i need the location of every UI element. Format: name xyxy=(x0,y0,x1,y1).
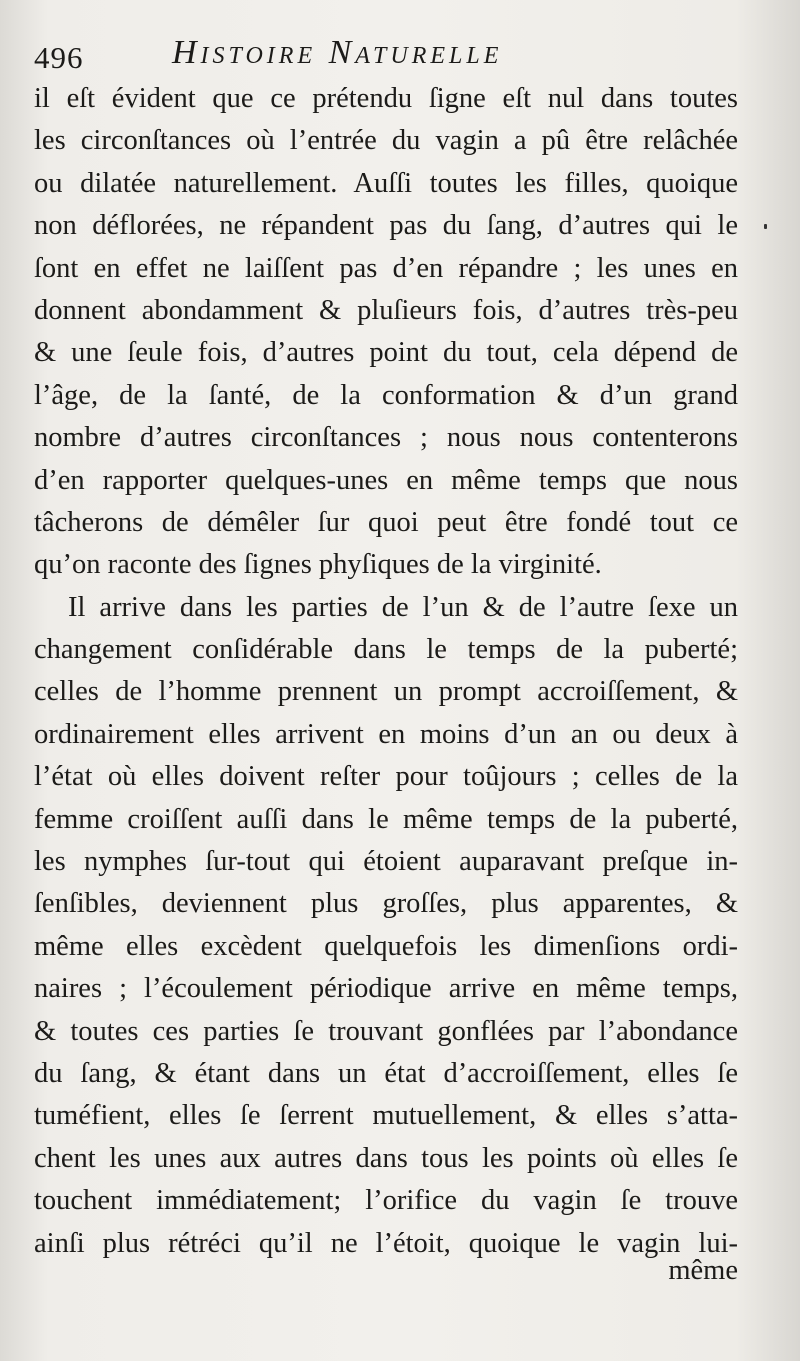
text-line: l’état où elles doivent reſter pour toûjours ; celles de la xyxy=(34,761,738,793)
text-line: ou dilatée naturellement. Auſſi toutes les filles, quoique xyxy=(34,167,738,199)
catchword: même xyxy=(668,1255,738,1286)
text-line: les circonſtances où l’entrée du vagin a pû être relâchée xyxy=(34,125,738,157)
running-title: Histoire Naturelle xyxy=(172,34,503,71)
text-line: du ſang, & étant dans un état d’accroiſſement, elles ſe xyxy=(34,1057,738,1089)
text-line: il eſt évident que ce prétendu ſigne eſt nul dans toutes xyxy=(34,83,738,114)
text-line: les nymphes ſur-tout qui étoient auparavant preſque in- xyxy=(34,846,738,878)
ink-speck xyxy=(764,224,767,229)
text-line: tuméfient, elles ſe ſerrent mutuellement, & elles s’atta- xyxy=(34,1100,738,1132)
page-header xyxy=(34,34,754,84)
text-line: changement conſidérable dans le temps de la puberté; xyxy=(34,634,738,666)
body-text xyxy=(34,78,738,1265)
text-line: ainſi plus rétréci qu’il ne l’étoit, quoique le vagin lui- xyxy=(34,1227,738,1259)
text-line: naires ; l’écoulement périodique arrive en même temps, xyxy=(34,973,738,1005)
text-line: celles de l’homme prennent un prompt accroiſſement, & xyxy=(34,676,738,708)
text-line: nombre d’autres circonſtances ; nous nous contenterons xyxy=(34,422,738,454)
text-line: tâcherons de démêler ſur quoi peut être fondé tout ce xyxy=(34,506,738,538)
text-line: ſont en effet ne laiſſent pas d’en répandre ; les unes en xyxy=(34,252,738,284)
text-line: l’âge, de la ſanté, de la conformation & d’un grand xyxy=(34,379,738,411)
text-line: & une ſeule fois, d’autres point du tout, cela dépend de xyxy=(34,337,738,369)
text-line: touchent immédiatement; l’orifice du vagin ſe trouve xyxy=(34,1185,738,1217)
text-line: donnent abondamment & pluſieurs fois, d’autres très-peu xyxy=(34,294,738,326)
text-line: femme croiſſent auſſi dans le même temps de la puberté, xyxy=(34,803,738,835)
text-line: qu’on raconte des ſignes phyſiques de la virginité. xyxy=(34,549,602,581)
text-line: non déflorées, ne répandent pas du ſang, d’autres qui le xyxy=(34,210,738,242)
text-line: ſenſibles, deviennent plus groſſes, plus apparentes, & xyxy=(34,888,738,920)
text-line: ordinairement elles arrivent en moins d’un an ou deux à xyxy=(34,718,738,750)
text-line: d’en rapporter quelques-unes en même temps que nous xyxy=(34,464,738,496)
text-line: même elles excèdent quelquefois les dimenſions ordi- xyxy=(34,930,738,962)
text-line: Il arrive dans les parties de l’un & de l’autre ſexe un xyxy=(68,591,738,623)
text-line: & toutes ces parties ſe trouvant gonflées par l’abondance xyxy=(34,1015,738,1047)
page-number: 496 xyxy=(34,40,84,75)
text-line: chent les unes aux autres dans tous les points où elles ſe xyxy=(34,1142,738,1174)
